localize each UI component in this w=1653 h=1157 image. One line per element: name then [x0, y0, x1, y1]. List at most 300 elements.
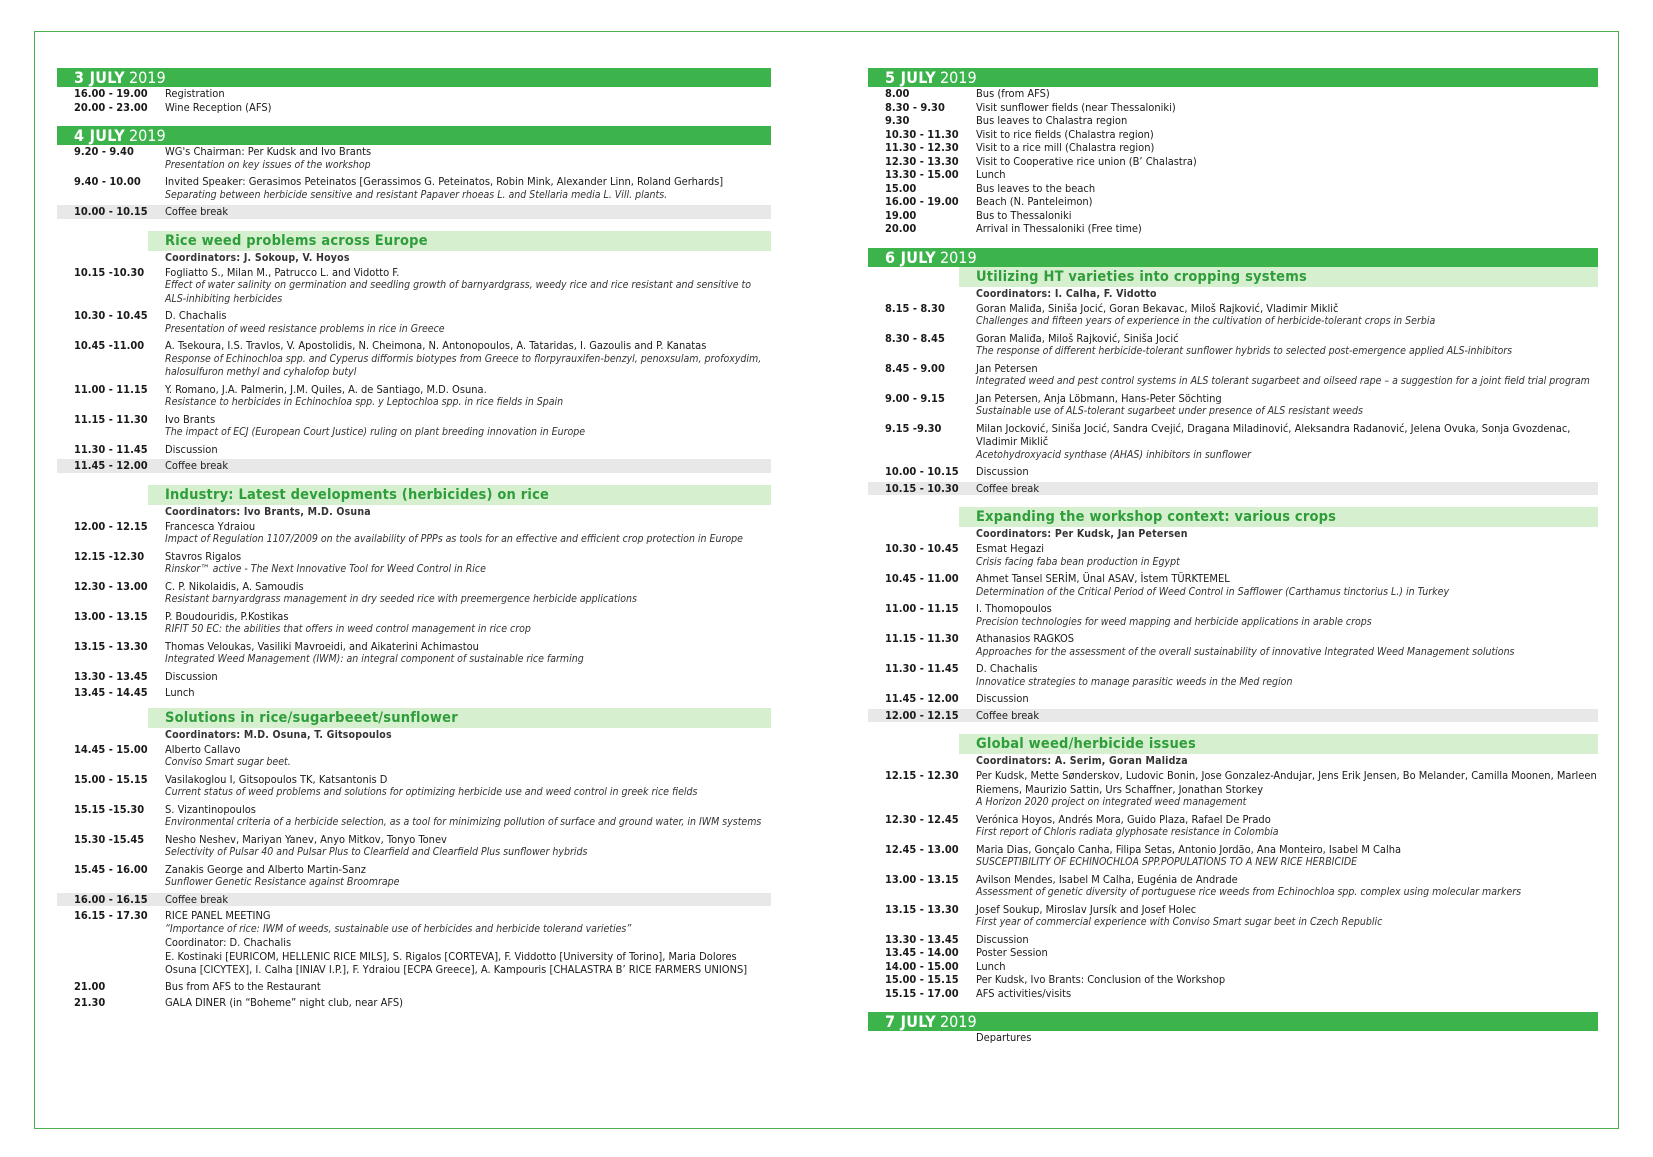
talk-title: Ahmet Tansel SERİM, Ünal ASAV, İstem TÜRKTEMEL — [976, 572, 1230, 585]
talk-content — [976, 482, 1598, 496]
day-header — [57, 68, 771, 87]
talk-content — [976, 1031, 1598, 1045]
time-slot: 20.00 - 23.00 — [74, 100, 148, 114]
time-slot: 8.45 - 9.00 — [885, 361, 945, 375]
talk-title: Esmat Hegazi — [976, 542, 1044, 555]
time-slot: 13.00 - 13.15 — [74, 609, 148, 623]
talk-title: P. Boudouridis, P.Kostikas — [165, 609, 289, 623]
time-slot: 15.45 - 16.00 — [74, 862, 148, 876]
talk-title: D. Chachalis — [165, 309, 227, 322]
talk-title: Departures — [976, 1031, 1032, 1044]
talk-content — [976, 195, 1598, 209]
talk-content — [976, 542, 1598, 569]
talk-title: Discussion — [976, 932, 1029, 946]
schedule-row — [868, 873, 1598, 900]
schedule-row — [57, 686, 771, 700]
schedule-row — [57, 266, 771, 307]
schedule-row — [868, 195, 1598, 209]
talk-title: Poster Session — [976, 946, 1048, 959]
time-slot: 16.00 - 19.00 — [74, 87, 148, 100]
schedule-row — [57, 610, 771, 637]
time-slot: 16.00 - 16.15 — [74, 892, 148, 906]
talk-title: Visit to a rice mill (Chalastra region) — [976, 141, 1155, 154]
talk-subtitle: Challenges and fifteen years of experience in the cultivation of herbicide-tolerant crops in Serbia — [976, 315, 1436, 327]
schedule-row — [57, 803, 771, 830]
schedule-row — [57, 980, 771, 994]
talk-coordinator: Coordinator: D. Chachalis — [165, 936, 292, 949]
schedule-row — [57, 175, 771, 202]
talk-subtitle: Presentation on key issues of the workshop — [165, 158, 371, 171]
session-title: Industry: Latest developments (herbicides) on rice — [148, 485, 771, 505]
talk-title: Athanasios RAGKOS — [976, 632, 1075, 645]
schedule-row — [57, 996, 771, 1010]
talk-content — [976, 843, 1598, 870]
schedule-row — [868, 572, 1598, 599]
right-column — [868, 68, 1598, 1045]
time-slot: 10.30 - 11.30 — [885, 127, 959, 141]
time-slot: 8.15 - 8.30 — [885, 301, 945, 315]
talk-content — [976, 933, 1598, 947]
talk-title: WG's Chairman: Per Kudsk and Ivo Brants — [165, 145, 372, 158]
time-slot: 9.30 — [885, 114, 910, 127]
time-slot: 9.15 -9.30 — [885, 421, 942, 435]
talk-title: Visit to Cooperative rice union (B’ Chalastra) — [976, 154, 1197, 168]
talk-content — [165, 580, 771, 607]
time-slot: 11.30 - 11.45 — [74, 442, 148, 456]
talk-content — [976, 114, 1598, 128]
talk-subtitle: Separating between herbicide sensitive and resistant Papaver rhoeas L. and Stellaria media L. Vill. plants. — [165, 188, 668, 201]
schedule-row — [868, 302, 1598, 329]
time-slot — [868, 1031, 976, 1045]
schedule-row — [868, 632, 1598, 659]
schedule-row — [57, 145, 771, 172]
talk-title: S. Vizantinopoulos — [165, 802, 256, 816]
talk-content — [165, 909, 771, 977]
talk-content — [976, 903, 1598, 930]
talk-content — [976, 222, 1598, 236]
talk-title: Lunch — [976, 959, 1006, 973]
time-slot: 11.15 - 11.30 — [74, 412, 148, 426]
day-year: 2019 — [939, 1012, 977, 1031]
schedule-row — [57, 101, 771, 115]
time-slot: 15.30 -15.45 — [74, 832, 145, 846]
talk-content — [976, 873, 1598, 900]
day-label: 6 JULY — [885, 247, 936, 267]
session-title: Utilizing HT varieties into cropping systems — [959, 267, 1598, 287]
schedule-row — [57, 309, 771, 336]
talk-title: Discussion — [165, 442, 218, 456]
talk-subtitle: Innovatice strategies to manage parasitic weeds in the Med region — [976, 675, 1293, 688]
time-slot: 14.00 - 15.00 — [885, 959, 959, 973]
talk-subtitle: Current status of weed problems and solutions for optimizing herbicide use and weed control in greek rice fields — [165, 786, 698, 798]
schedule-row — [57, 339, 771, 380]
talk-title: Coffee break — [976, 481, 1040, 495]
talk-title: Vasilakoglou I, Gitsopoulos TK, Katsantonis D — [165, 772, 388, 786]
talk-title: Y. Romano, J.A. Palmerin, J.M. Quiles, A. de Santiago, M.D. Osuna. — [165, 382, 487, 396]
talk-content — [976, 209, 1598, 223]
talk-title: Jan Petersen, Anja Löbmann, Hans-Peter Söchting — [976, 391, 1222, 405]
session-coordinators: Coordinators: J. Sokoup, V. Hoyos — [165, 251, 350, 264]
time-slot: 13.30 - 15.00 — [885, 168, 959, 181]
talk-content — [165, 550, 771, 577]
talk-content — [976, 128, 1598, 142]
time-slot: 9.20 - 9.40 — [74, 145, 134, 158]
talk-title: Wine Reception (AFS) — [165, 100, 272, 114]
schedule-row — [57, 773, 771, 800]
talk-subtitle: The impact of ECJ (European Court Justice) ruling on plant breeding innovation in Europe — [165, 426, 586, 438]
schedule-row — [868, 101, 1598, 115]
talk-content — [976, 602, 1598, 629]
schedule-row — [57, 87, 771, 101]
talk-content — [976, 946, 1598, 960]
time-slot: 12.30 - 12.45 — [885, 812, 959, 826]
talk-content — [165, 670, 771, 684]
talk-title: Discussion — [976, 692, 1029, 705]
talk-content — [165, 686, 771, 700]
time-slot: 21.00 — [74, 979, 106, 993]
talk-subtitle: Resistant barnyardgrass management in dry seeded rice with preemergence herbicide applications — [165, 593, 637, 605]
talk-title: Maria Dias, Gonçalo Canha, Filipa Setas, Antonio Jordão, Ana Monteiro, Isabel M Calha — [976, 842, 1402, 856]
time-slot: 13.45 - 14.45 — [74, 686, 148, 699]
schedule-row — [868, 168, 1598, 182]
talk-title: Discussion — [165, 669, 218, 683]
talk-subtitle: Environmental criteria of a herbicide selection, as a tool for minimizing pollution of surface and ground water, in IWM systems — [165, 816, 762, 828]
talk-content — [165, 980, 771, 994]
talk-title: Stavros Rigalos — [165, 549, 242, 563]
talk-subtitle: Rinskor™ active - The Next Innovative Tool for Weed Control in Rice — [165, 563, 486, 575]
day-label: 4 JULY — [74, 126, 125, 145]
talk-title: Visit to rice fields (Chalastra region) — [976, 127, 1154, 141]
talk-title: Jan Petersen — [976, 361, 1038, 375]
coffee-break-row — [57, 893, 771, 907]
schedule-row — [57, 413, 771, 440]
talk-content — [165, 459, 771, 473]
talk-content — [976, 168, 1598, 182]
time-slot: 9.40 - 10.00 — [74, 175, 141, 188]
time-slot: 8.00 — [885, 87, 910, 100]
schedule-row — [868, 222, 1598, 236]
talk-title: Bus from AFS to the Restaurant — [165, 979, 321, 993]
talk-subtitle: Sustainable use of ALS-tolerant sugarbeet under presence of ALS resistant weeds — [976, 405, 1363, 417]
talk-content — [165, 773, 771, 800]
talk-content — [165, 87, 771, 101]
day-header — [868, 1012, 1598, 1031]
time-slot: 13.30 - 13.45 — [74, 669, 148, 683]
talk-content — [165, 803, 771, 830]
talk-content — [165, 175, 771, 202]
talk-title: Visit sunflower fields (near Thessaloniki) — [976, 100, 1176, 114]
session-title: Global weed/herbicide issues — [959, 734, 1598, 754]
time-slot: 11.45 - 12.00 — [74, 459, 148, 472]
talk-title: Alberto Callavo — [165, 742, 241, 756]
talk-subtitle: Presentation of weed resistance problems in rice in Greece — [165, 322, 445, 335]
talk-content — [976, 422, 1598, 463]
day-year: 2019 — [128, 68, 166, 87]
schedule-row — [868, 933, 1598, 947]
schedule-row — [57, 383, 771, 410]
talk-content — [976, 632, 1598, 659]
schedule-row — [57, 833, 771, 860]
talk-subtitle: The response of different herbicide-tolerant sunflower hybrids to selected post-emergence applied ALS-inhibitors — [976, 345, 1513, 357]
talk-content — [976, 332, 1598, 359]
time-slot: 10.00 - 10.15 — [74, 205, 148, 218]
talk-content — [165, 413, 771, 440]
schedule-row — [868, 87, 1598, 101]
time-slot: 13.15 - 13.30 — [885, 902, 959, 916]
schedule-row — [57, 520, 771, 547]
time-slot: 11.30 - 12.30 — [885, 141, 959, 154]
session-block — [868, 507, 1598, 542]
talk-title: Goran Maliđa, Miloš Rajković, Siniša Jocić — [976, 331, 1179, 345]
day-label: 3 JULY — [74, 68, 125, 87]
talk-content — [976, 465, 1598, 479]
talk-title: D. Chachalis — [976, 662, 1038, 675]
talk-title: Goran Maliđa, Siniša Jocić, Goran Bekavac, Miloš Rajković, Vladimir Miklič — [976, 301, 1339, 315]
time-slot: 11.30 - 11.45 — [885, 662, 959, 675]
talk-subtitle: A Horizon 2020 project on integrated weed management — [976, 796, 1247, 808]
schedule-row — [868, 392, 1598, 419]
schedule-row — [868, 362, 1598, 389]
schedule-row — [57, 550, 771, 577]
time-slot: 15.15 - 17.00 — [885, 986, 959, 1000]
talk-participants: E. Kostinaki [EURICOM, HELLENIC RICE MILS], S. Rigalos [CORTEVA], F. Viddotto [University of Torino], Maria Dolores Osuna [CICYTEX], I. Calha [INIAV I.P.], F. Ydraiou [ECPA Greece], A. Kampouris [CHALASTRA B’ RICE FARMERS UNIONS] — [165, 949, 748, 976]
time-slot: 20.00 — [885, 222, 917, 235]
talk-subtitle: Resistance to herbicides in Echinochloa spp. y Leptochloa spp. in rice fields in Spain — [165, 396, 564, 408]
session-title: Rice weed problems across Europe — [148, 231, 771, 251]
day-header — [57, 126, 771, 145]
talk-title: Verónica Hoyos, Andrés Mora, Guido Plaza, Rafael De Prado — [976, 812, 1271, 826]
schedule-row — [868, 960, 1598, 974]
time-slot: 21.30 — [74, 996, 106, 1009]
talk-content — [165, 996, 771, 1010]
time-slot: 10.15 -10.30 — [74, 265, 145, 279]
schedule-row — [868, 602, 1598, 629]
talk-content — [976, 392, 1598, 419]
talk-content — [165, 145, 771, 172]
schedule-row — [57, 670, 771, 684]
talk-title: Bus leaves to the beach — [976, 181, 1096, 195]
schedule-row — [868, 128, 1598, 142]
talk-subtitle: Integrated weed and pest control systems in ALS tolerant sugarbeet and oilseed rape – a suggestion for a joint field trial program — [976, 375, 1590, 387]
talk-content — [976, 662, 1598, 689]
talk-content — [165, 443, 771, 457]
talk-content — [165, 383, 771, 410]
schedule-row — [868, 209, 1598, 223]
session-coordinators: Coordinators: I. Calha, F. Vidotto — [976, 287, 1157, 300]
talk-title: Lunch — [165, 686, 195, 699]
talk-content — [976, 813, 1598, 840]
talk-title: I. Thomopoulos — [976, 602, 1052, 615]
time-slot: 11.00 - 11.15 — [885, 602, 959, 615]
day-year: 2019 — [939, 247, 977, 267]
schedule-row — [868, 946, 1598, 960]
talk-content — [976, 709, 1598, 723]
talk-content — [165, 743, 771, 770]
talk-title: Arrival in Thessaloniki (Free time) — [976, 222, 1142, 235]
talk-content — [165, 833, 771, 860]
talk-content — [165, 520, 771, 547]
schedule-row — [868, 465, 1598, 479]
day-label: 7 JULY — [885, 1012, 936, 1031]
time-slot: 11.00 - 11.15 — [74, 382, 148, 396]
talk-content — [165, 101, 771, 115]
time-slot: 14.45 - 15.00 — [74, 742, 148, 756]
schedule-row — [868, 987, 1598, 1001]
time-slot: 12.30 - 13.00 — [74, 579, 148, 593]
talk-content — [165, 309, 771, 336]
talk-title: Josef Soukup, Miroslav Jursík and Josef Holec — [976, 902, 1197, 916]
time-slot: 12.30 - 13.30 — [885, 154, 959, 168]
schedule-row — [57, 580, 771, 607]
schedule-row — [868, 769, 1598, 810]
talk-subtitle: Effect of water salinity on germination and seedling growth of barnyardgrass, weedy rice and rice resistant and sensitive to ALS-inhibiting herbicides — [165, 279, 752, 305]
time-slot: 16.00 - 19.00 — [885, 195, 959, 208]
talk-subtitle: Selectivity of Pulsar 40 and Pulsar Plus to Clearfield and Clearfield Plus sunflower hybrids — [165, 846, 588, 858]
session-block — [868, 734, 1598, 769]
talk-title: Fogliatto S., Milan M., Patrucco L. and Vidotto F. — [165, 265, 400, 279]
time-slot: 15.15 -15.30 — [74, 802, 145, 816]
talk-subtitle: Conviso Smart sugar beet. — [165, 756, 291, 768]
talk-title: Per Kudsk, Mette Sønderskov, Ludovic Bonin, Jose Gonzalez-Andujar, Jens Erik Jensen, Bo Melander, Camilla Moonen, Marleen Riemens, Maurizio Sattin, Urs Schaffner, Jonathan Storkey — [976, 769, 1597, 796]
schedule-row — [868, 903, 1598, 930]
talk-title: Nesho Neshev, Mariyan Yanev, Anyo Mitkov, Tonyo Tonev — [165, 832, 447, 846]
session-block — [57, 708, 771, 743]
time-slot: 11.45 - 12.00 — [885, 692, 959, 705]
talk-title: Bus (from AFS) — [976, 87, 1050, 100]
talk-subtitle: Assessment of genetic diversity of portuguese rice weeds from Echinochloa spp. complex using molecular markers — [976, 886, 1522, 898]
time-slot: 12.15 -12.30 — [74, 549, 145, 563]
talk-subtitle: Response of Echinochloa spp. and Cyperus difformis biotypes from Greece to florpyrauxifen-benzyl, penoxsulam, profoxydim, halosulfuron methyl and cyhalofop butyl — [165, 352, 762, 378]
talk-content — [976, 87, 1598, 101]
time-slot: 15.00 - 15.15 — [885, 973, 959, 986]
schedule-row — [868, 422, 1598, 463]
coffee-break-row — [868, 482, 1598, 496]
schedule-row — [868, 155, 1598, 169]
talk-subtitle: “Importance of rice: IWM of weeds, sustainable use of herbicides and herbicide tolerand varieties” — [165, 922, 632, 935]
time-slot: 8.30 - 9.30 — [885, 100, 945, 114]
day-label: 5 JULY — [885, 68, 936, 87]
talk-title: Ivo Brants — [165, 412, 216, 426]
talk-content — [976, 769, 1598, 810]
time-slot: 10.00 - 10.15 — [885, 465, 959, 478]
talk-title: Coffee break — [165, 459, 229, 472]
time-slot: 19.00 — [885, 208, 917, 222]
talk-content — [976, 987, 1598, 1001]
talk-content — [165, 205, 771, 219]
talk-subtitle: Crisis facing faba bean production in Egypt — [976, 555, 1180, 568]
time-slot: 15.00 — [885, 181, 917, 195]
talk-subtitle: Approaches for the assessment of the overall sustainability of innovative Integrated Weed Management solutions — [976, 645, 1515, 658]
talk-subtitle: Sunflower Genetic Resistance against Broomrape — [165, 876, 400, 888]
talk-subtitle: Integrated Weed Management (IWM): an integral component of sustainable rice farming — [165, 653, 584, 665]
time-slot: 9.00 - 9.15 — [885, 391, 945, 405]
talk-content — [165, 610, 771, 637]
talk-content — [976, 155, 1598, 169]
talk-title: Invited Speaker: Gerasimos Peteinatos [Gerassimos G. Peteinatos, Robin Mink, Alexander Linn, Roland Gerhards] — [165, 175, 724, 188]
time-slot: 11.15 - 11.30 — [885, 632, 959, 645]
session-coordinators: Coordinators: M.D. Osuna, T. Gitsopoulos — [165, 728, 392, 741]
talk-title: Francesca Ydraiou — [165, 519, 256, 533]
schedule-row — [868, 813, 1598, 840]
talk-content — [976, 141, 1598, 155]
time-slot: 13.30 - 13.45 — [885, 932, 959, 946]
talk-content — [976, 182, 1598, 196]
talk-subtitle: RIFIT 50 EC: the abilities that offers in weed control management in rice crop — [165, 623, 531, 635]
talk-title: Registration — [165, 87, 225, 100]
session-coordinators: Coordinators: Ivo Brants, M.D. Osuna — [165, 505, 371, 518]
session-block — [57, 485, 771, 520]
time-slot: 12.00 - 12.15 — [885, 708, 959, 722]
day-header — [868, 248, 1598, 267]
schedule-row — [868, 662, 1598, 689]
talk-subtitle: SUSCEPTIBILITY OF ECHINOCHLOA SPP.POPULATIONS TO A NEW RICE HERBICIDE — [976, 856, 1358, 868]
schedule-row — [57, 743, 771, 770]
talk-title: Bus to Thessaloniki — [976, 208, 1072, 222]
talk-title: Zanakis George and Alberto Martin-Sanz — [165, 862, 366, 876]
time-slot: 8.30 - 8.45 — [885, 331, 945, 345]
session-block — [868, 267, 1598, 302]
schedule-row — [57, 909, 771, 977]
day-year: 2019 — [128, 126, 166, 145]
time-slot: 15.00 - 15.15 — [74, 772, 148, 786]
talk-content — [976, 302, 1598, 329]
schedule-row — [868, 332, 1598, 359]
day-header — [868, 68, 1598, 87]
coffee-break-row — [57, 205, 771, 219]
talk-title: Coffee break — [165, 892, 229, 906]
talk-content — [165, 640, 771, 667]
time-slot: 10.45 -11.00 — [74, 339, 145, 352]
talk-content — [976, 973, 1598, 987]
schedule-row — [57, 640, 771, 667]
schedule-row — [868, 141, 1598, 155]
time-slot: 12.00 - 12.15 — [74, 519, 148, 533]
time-slot: 10.45 - 11.00 — [885, 572, 959, 585]
talk-content — [165, 339, 771, 380]
talk-title: RICE PANEL MEETING — [165, 909, 271, 922]
schedule-row — [868, 114, 1598, 128]
schedule-row — [868, 1031, 1598, 1045]
day-year: 2019 — [939, 68, 977, 87]
time-slot: 12.15 - 12.30 — [885, 769, 959, 782]
coffee-break-row — [868, 709, 1598, 723]
time-slot: 13.00 - 13.15 — [885, 872, 959, 886]
talk-title: Bus leaves to Chalastra region — [976, 114, 1128, 127]
session-coordinators: Coordinators: Per Kudsk, Jan Petersen — [976, 528, 1188, 540]
session-title: Expanding the workshop context: various crops — [959, 507, 1598, 527]
schedule-row — [57, 863, 771, 890]
schedule-row — [868, 542, 1598, 569]
talk-title: Discussion — [976, 465, 1029, 478]
time-slot: 10.15 - 10.30 — [885, 481, 959, 495]
talk-title: Coffee break — [165, 205, 229, 218]
talk-content — [165, 893, 771, 907]
talk-subtitle: Determination of the Critical Period of Weed Control in Safflower (Carthamus tinctorius L.) in Turkey — [976, 585, 1450, 598]
talk-content — [165, 863, 771, 890]
coffee-break-row — [57, 459, 771, 473]
time-slot: 10.30 - 10.45 — [885, 542, 959, 555]
schedule-row — [868, 973, 1598, 987]
talk-title: AFS activities/visits — [976, 986, 1072, 1000]
talk-title: A. Tsekoura, I.S. Travlos, V. Apostolidis, N. Cheimona, N. Antonopoulos, A. Tataridas, I. Gazoulis and P. Kanatas — [165, 339, 707, 352]
talk-title: Per Kudsk, Ivo Brants: Conclusion of the Workshop — [976, 973, 1226, 986]
talk-subtitle: Impact of Regulation 1107/2009 on the availability of PPPs as tools for an effective and efficient crop protection in Europe — [165, 533, 743, 545]
schedule-row — [868, 182, 1598, 196]
time-slot: 13.45 - 14.00 — [885, 946, 959, 959]
time-slot: 16.15 - 17.30 — [74, 909, 148, 922]
talk-title: Thomas Veloukas, Vasiliki Mavroeidi, and Aikaterini Achimastou — [165, 639, 479, 653]
talk-content — [976, 101, 1598, 115]
